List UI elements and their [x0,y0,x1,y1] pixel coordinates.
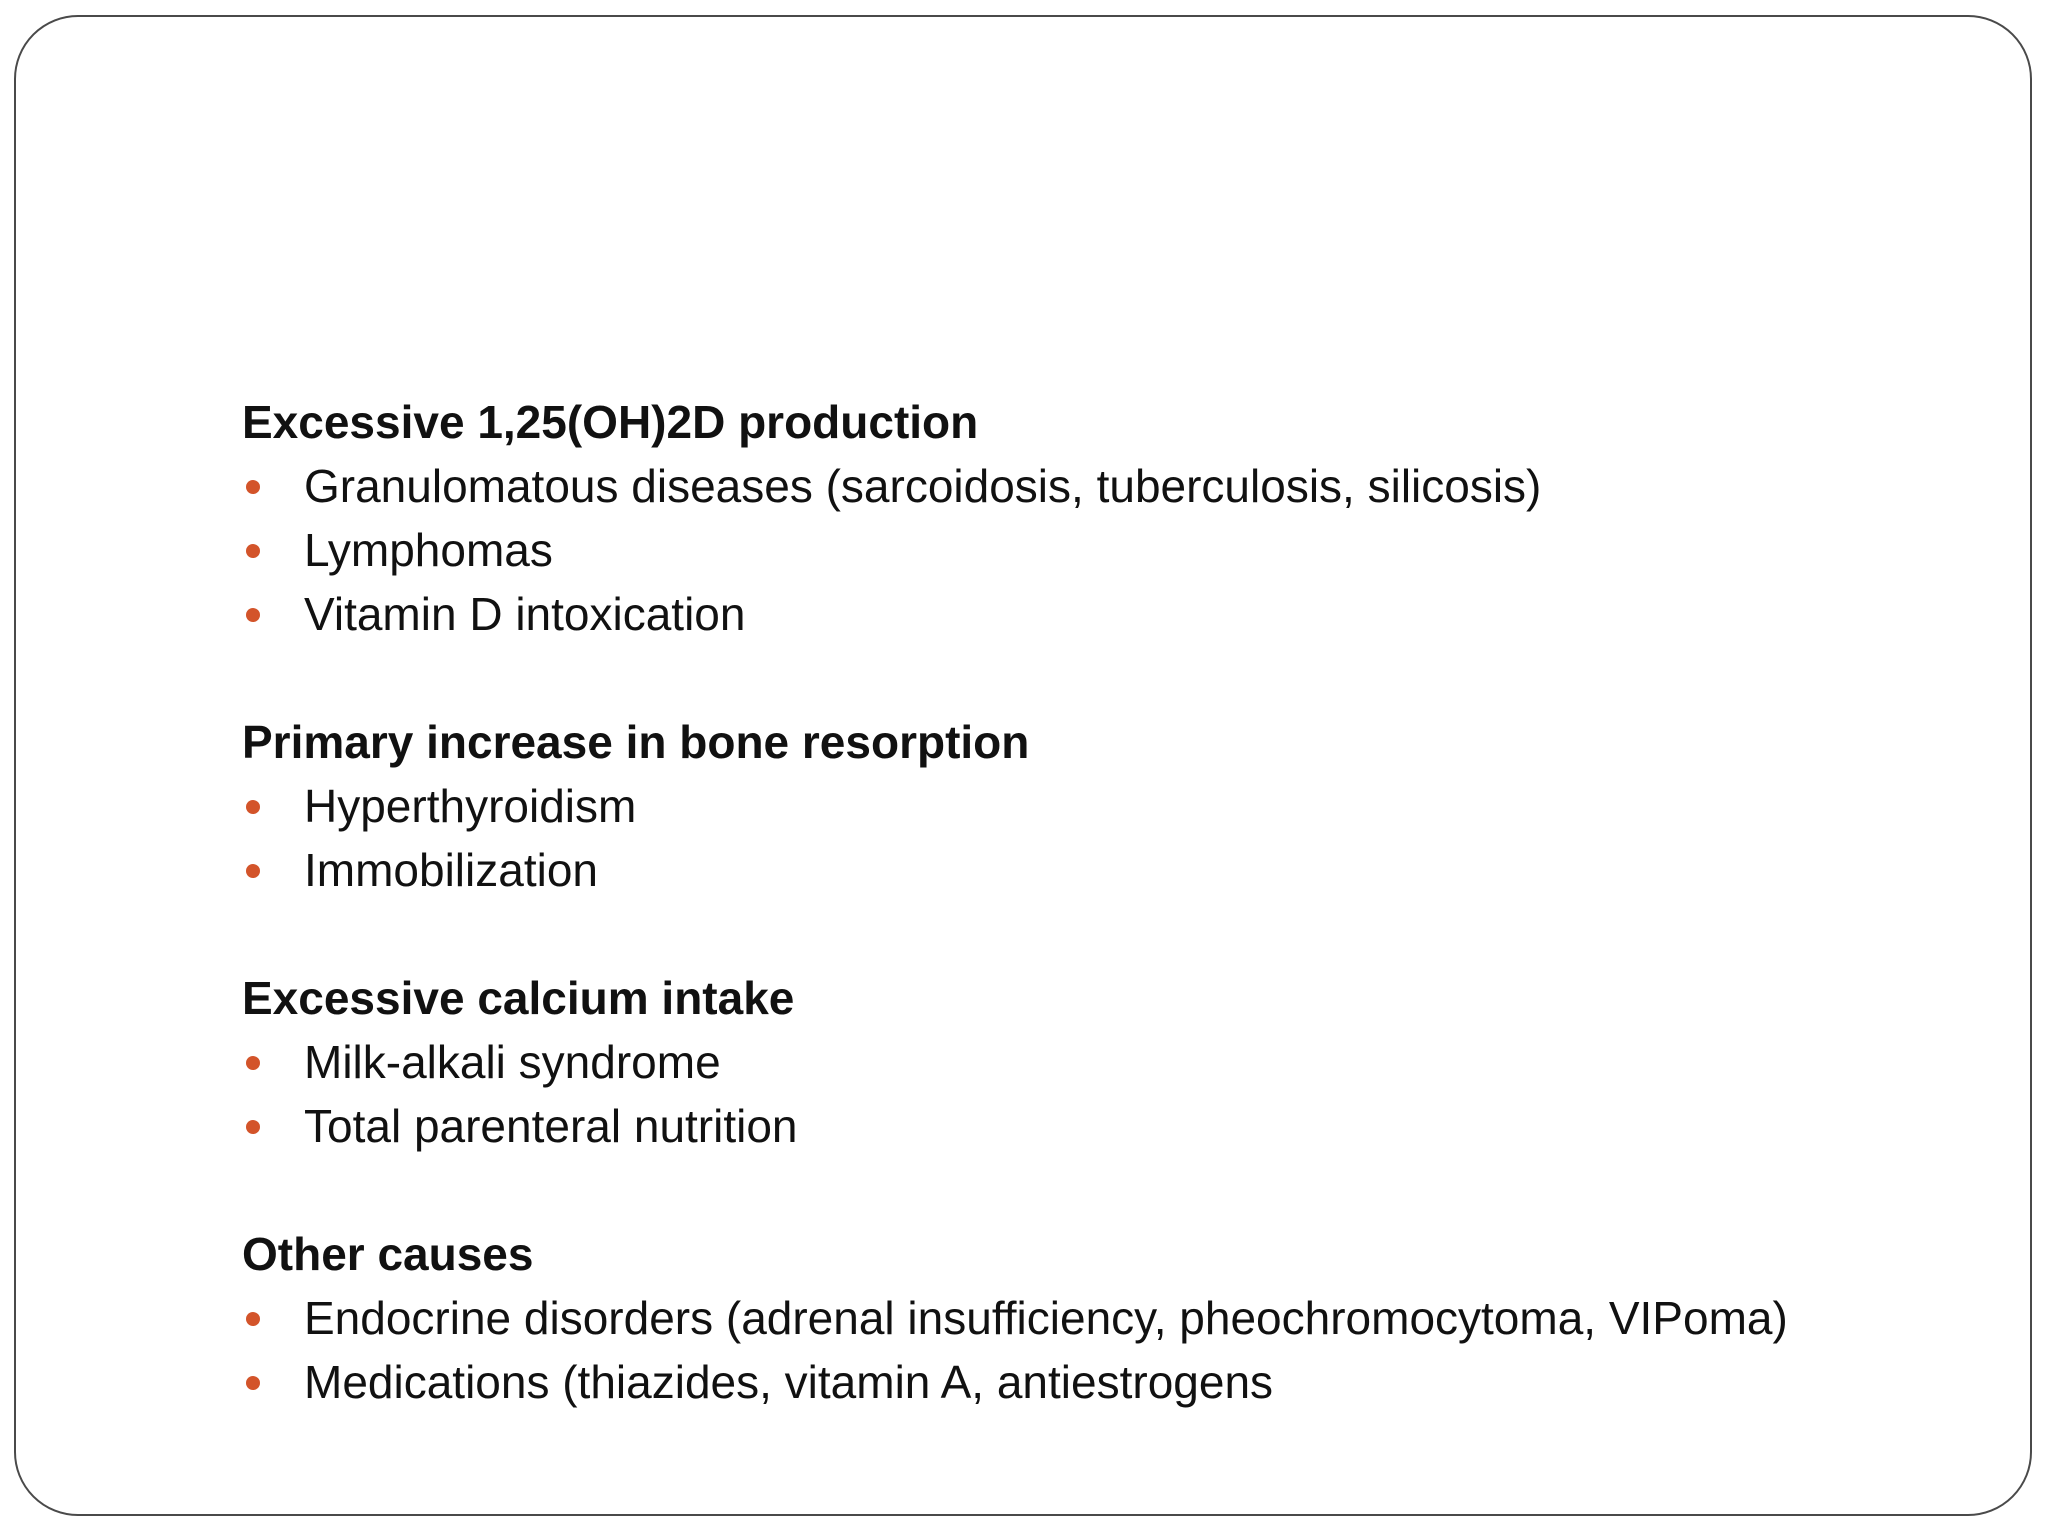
list-item [242,838,2002,902]
bullet-icon [246,1056,260,1070]
list-item-text: Milk-alkali syndrome [304,1036,721,1088]
list-item-text: Immobilization [304,844,598,896]
list-item-text: Lymphomas [304,524,553,576]
bullet-icon [246,1120,260,1134]
section-bone-resorption [242,710,2002,902]
list-item-text: Endocrine disorders (adrenal insufficiency, pheochromocytoma, VIPoma) [304,1292,1788,1344]
list-item [242,1030,2002,1094]
slide-content [242,390,2002,1478]
list-item [242,774,2002,838]
list-item-text: Granulomatous diseases (sarcoidosis, tuberculosis, silicosis) [304,460,1542,512]
section-heading: Other causes [242,1228,534,1280]
bullet-icon [246,864,260,878]
slide-frame [14,15,2032,1516]
list-item [242,454,2002,518]
list-item-text: Hyperthyroidism [304,780,637,832]
list-item [242,1350,2002,1414]
list-item-text: Vitamin D intoxication [304,588,746,640]
list-item [242,582,2002,646]
bullet-icon [246,544,260,558]
bullet-icon [246,608,260,622]
section-vitamin-d [242,390,2002,646]
bullet-icon [246,1376,260,1390]
list-item [242,518,2002,582]
bullet-icon [246,1312,260,1326]
section-other-causes [242,1222,2002,1414]
list-item [242,1094,2002,1158]
bullet-icon [246,480,260,494]
list-item-text: Total parenteral nutrition [304,1100,798,1152]
section-heading: Primary increase in bone resorption [242,716,1030,768]
section-heading: Excessive 1,25(OH)2D production [242,396,979,448]
list-item [242,1286,2002,1350]
section-calcium-intake [242,966,2002,1158]
section-heading: Excessive calcium intake [242,972,795,1024]
bullet-icon [246,800,260,814]
list-item-text: Medications (thiazides, vitamin A, antiestrogens [304,1356,1274,1408]
